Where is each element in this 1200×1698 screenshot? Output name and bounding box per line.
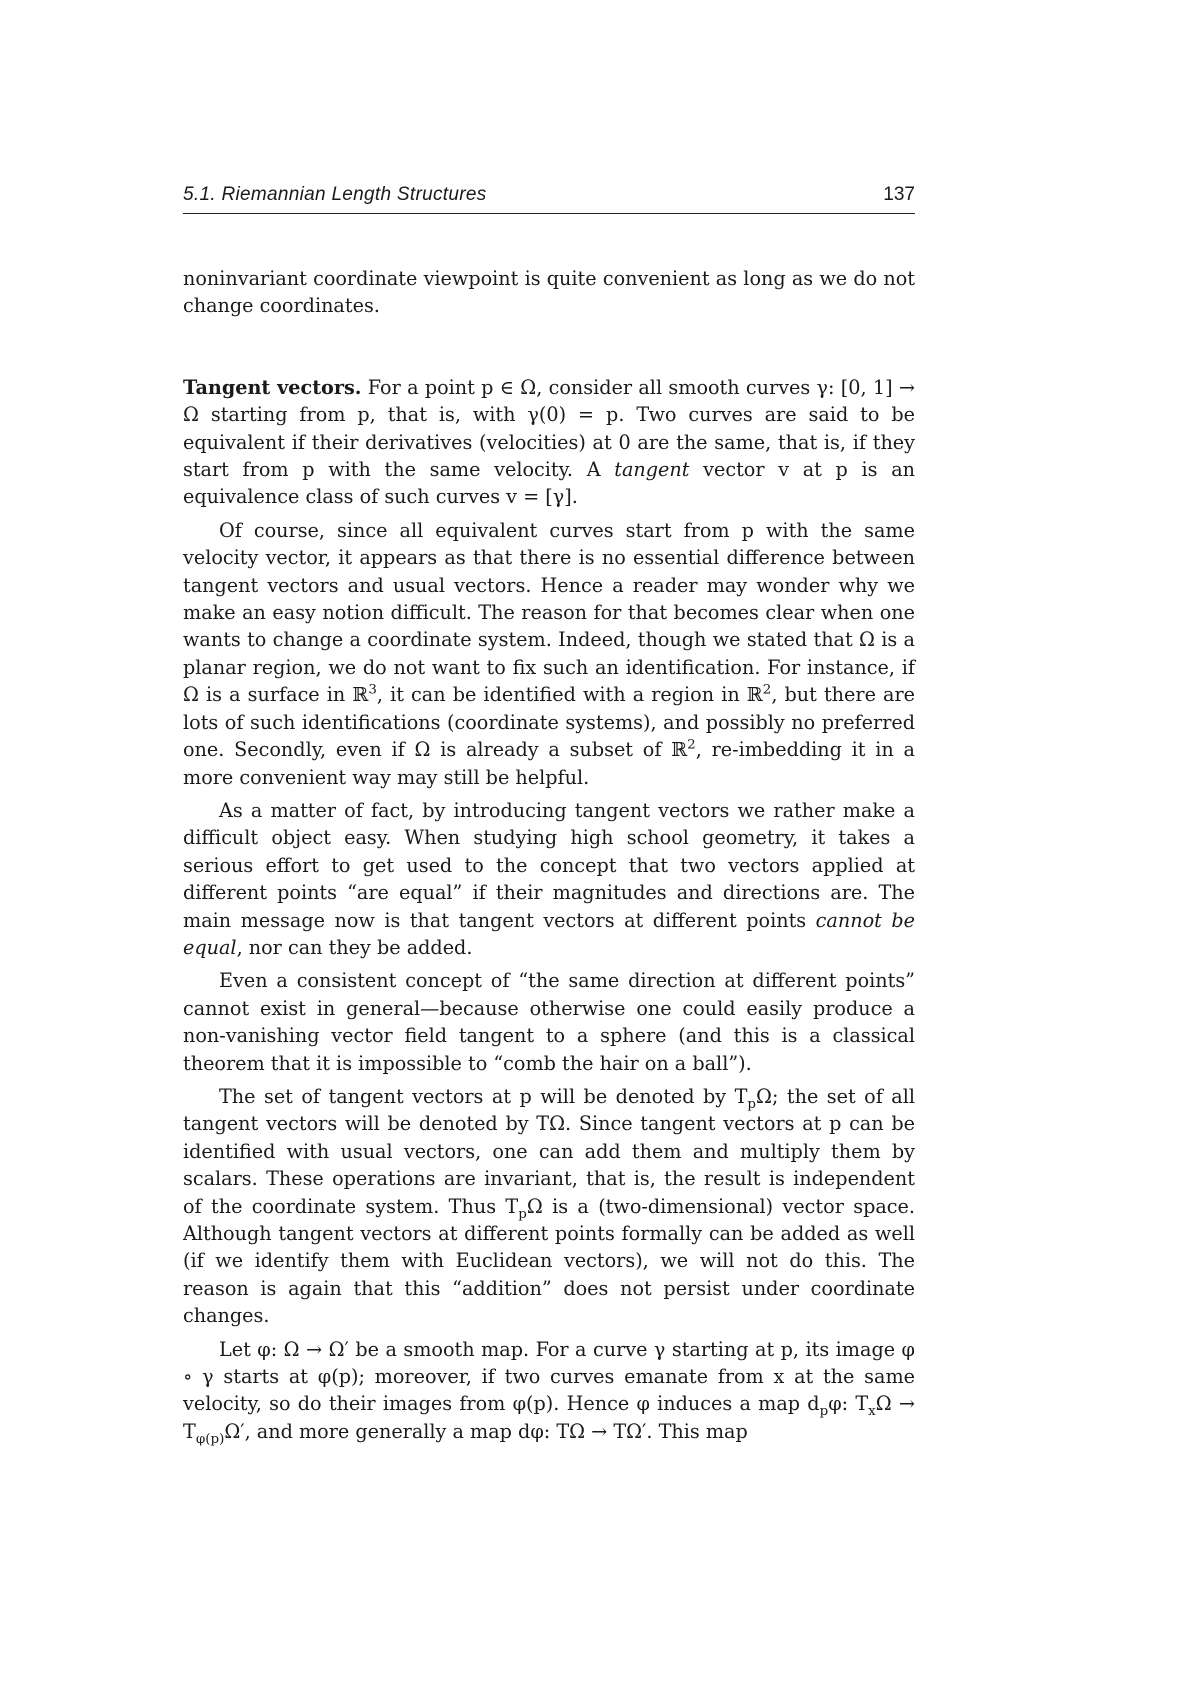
paragraph-continuation: noninvariant coordinate viewpoint is quite convenient as long as we do not change coordinates. [183, 267, 915, 318]
text-run: The set of tangent vectors at p will be denoted by T [219, 1084, 748, 1108]
text-run: , re-imbedding it in a more convenient way may still be helpful. [183, 738, 915, 789]
paragraph-coordinate-change [183, 517, 915, 791]
run-in-heading: Tangent vectors. [183, 375, 362, 399]
subscript: p [747, 1096, 757, 1112]
text-run: For a point p ∈ Ω, consider all smooth curves γ: [0, 1] → Ω starting from p, that is, with γ(0) = p. Two curves are said to be equivalent if their derivatives (velocities) at 0 are the same, that is, if they start from p with the same velocity. A [183, 375, 915, 482]
paragraph-high-school [183, 797, 915, 961]
running-header [183, 180, 915, 214]
text-run: As a matter of fact, by introducing tangent vectors we rather make a difficult object easy. When studying high school geometry, it takes a serious effort to get used to the concept that two vectors applied at different points “are equal” if their magnitudes and directions are. The main message now is that tangent vectors at different points [183, 798, 915, 932]
paragraph-hairy-ball: Even a consistent concept of “the same direction at different points” cannot exist in general—because otherwise one could easily produce a non-vanishing vector field tangent to a sphere (and this is a classical theorem that it is impossible to “comb the hair on a ball”). [183, 969, 915, 1075]
section-gap [183, 320, 915, 374]
paragraph-tangent-vectors [183, 374, 915, 511]
paragraph-smooth-map [183, 1336, 915, 1446]
text-run: Let φ: Ω → Ω′ be a smooth map. For a curve γ starting at p, its image φ ∘ γ starts at φ(p); moreover, if two curves emanate from x at the same velocity, so do their images from φ(p). Hence φ induces a map d [183, 1337, 915, 1416]
text-run: , but there are lots of such identifications (coordinate systems), and possibly no preferred one. Secondly, even if Ω is already a subset of ℝ [183, 683, 915, 762]
emphasis: cannot be equal [183, 908, 915, 959]
text-run: Ω → T [183, 1392, 916, 1443]
page-number: 137 [883, 184, 915, 205]
text-run: Of course, since all equivalent curves start from p with the same velocity vector, it appears as that there is no essential difference between tangent vectors and usual vectors. Hence a reader may wonder why we make an easy notion difficult. The reason for that becomes clear when one wants to change a coordinate system. Indeed, though we stated that Ω is a planar region, we do not want to fix such an identification. For instance, if Ω is a surface in ℝ [183, 518, 915, 707]
paragraph-tangent-space [183, 1083, 915, 1330]
emphasis: tangent [614, 458, 690, 482]
subscript: p [819, 1404, 829, 1420]
text-run: , it can be identified with a region in ℝ [376, 683, 763, 707]
subscript: p [518, 1206, 527, 1222]
section-title: 5.1. Riemannian Length Structures [183, 184, 487, 205]
text-run: Ω; the set of all tangent vectors will be denoted by TΩ. Since tangent vectors at p can be identified with usual vectors, one can add them and multiply them by scalars. These operations are invariant, that is, the result is independent of the coordinate system. Thus T [183, 1084, 915, 1218]
superscript: 2 [687, 737, 696, 753]
subscript: x [868, 1404, 876, 1420]
subscript: φ(p) [195, 1431, 225, 1447]
text-run: , nor can they be added. [236, 935, 473, 959]
text-run: Ω is a (two-dimensional) vector space. Although tangent vectors at different points formally can be added as well (if we identify them with Euclidean vectors), we will not do this. The reason is again that this “addition” does not persist under coordinate changes. [183, 1194, 915, 1328]
superscript: 2 [762, 682, 772, 698]
text-run: φ: T [828, 1392, 869, 1416]
text-run: vector v at p is an equivalence class of such curves v = [γ]. [183, 458, 915, 509]
text-run: Ω′, and more generally a map dφ: TΩ → TΩ′. This map [224, 1419, 748, 1443]
superscript: 3 [368, 682, 377, 698]
body-text [183, 265, 915, 1451]
